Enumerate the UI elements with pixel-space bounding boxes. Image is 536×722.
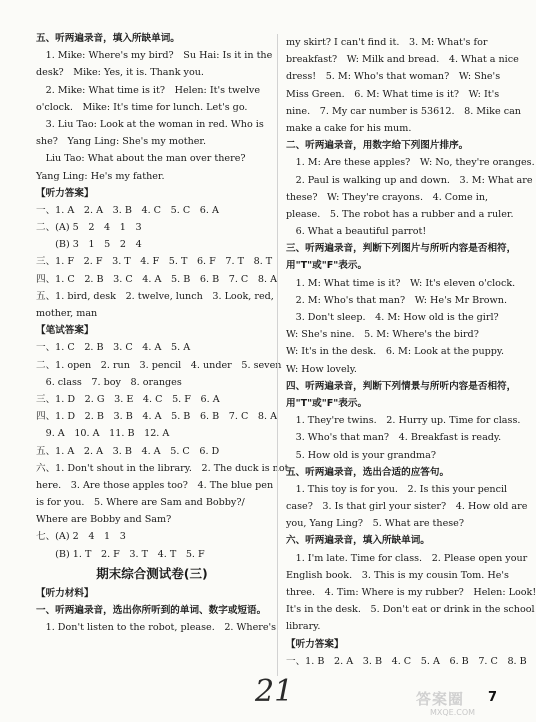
text-line: dress! 5. M: Who's that woman? W: She's — [286, 71, 501, 83]
text-line: 二、(A) 5 2 4 1 3 — [36, 222, 142, 234]
right-column — [286, 34, 536, 670]
text-line: 3. Don't sleep. 4. M: How old is the girl? — [286, 312, 499, 323]
test-title: 期末综合测试卷(三) — [96, 565, 208, 581]
text-line: 2. Paul is walking up and down. 3. M: What are — [286, 174, 533, 186]
text-line: please. 5. The robot has a rubber and a ruler. — [286, 208, 514, 220]
section-heading: 二、听两遍录音，用数字给下列图片排序。 — [286, 140, 469, 152]
section-heading: 五、听两遍录音，填入所缺单词。 — [36, 33, 180, 44]
column-divider — [277, 34, 278, 676]
text-line: W: It's in the desk. 6. M: Look at the puppy. — [286, 346, 505, 358]
text-line: here. 3. Are those apples too? 4. The blue pen — [36, 479, 274, 491]
text-line: three. 4. Tim: Where is my rubber? Helen: Look! — [286, 587, 536, 598]
text-line: she? Yang Ling: She's my mother. — [36, 136, 207, 148]
text-line: you, Yang Ling? 5. What are these? — [286, 518, 465, 530]
answer-tag: 【笔试答案】 — [36, 325, 94, 337]
text-line: Yang Ling: He's my father. — [36, 170, 165, 182]
section-heading: 用"T"或"F"表示。 — [286, 260, 368, 272]
text-line: 1. This toy is for you. 2. Is this your pencil — [286, 483, 508, 495]
text-line: these? W: They're crayons. 4. Come in, — [286, 191, 489, 203]
text-line: 一、1. A 2. A 3. B 4. C 5. C 6. A — [36, 204, 219, 216]
text-line: 二、1. open 2. run 3. pencil 4. under 5. seven — [36, 359, 282, 371]
section-heading: 五、听两遍录音，选出合适的应答句。 — [286, 466, 450, 478]
text-line: is for you. 5. Where are Sam and Bobby?/ — [36, 497, 245, 509]
page-number: 7 — [488, 690, 498, 705]
text-line: 9. A 10. A 11. B 12. A — [36, 428, 170, 440]
watermark-logo: 答案圈 — [416, 690, 465, 708]
answer-tag: 【听力答案】 — [286, 638, 344, 650]
handwritten-page-number: 21 — [255, 674, 294, 709]
text-line: 七、(A) 2 4 1 3 — [36, 531, 126, 543]
text-line: Where are Bobby and Sam? — [36, 514, 172, 526]
text-line: (B) 3 1 5 2 4 — [36, 239, 142, 251]
left-column — [36, 30, 289, 636]
text-line: mother, man — [36, 308, 98, 319]
text-line: English book. 3. This is my cousin Tom. He's — [286, 569, 509, 581]
text-line: nine. 7. My car number is 53612. 8. Mike can — [286, 105, 521, 117]
text-line: 1. M: Are these apples? W: No, they're oranges. — [286, 157, 535, 169]
watermark-url: MXQE.COM — [430, 708, 476, 717]
text-line: It's in the desk. 5. Don't eat or drink in the school — [286, 604, 535, 616]
text-line: (B) 1. T 2. F 3. T 4. T 5. F — [36, 548, 205, 560]
text-line: 3. Who's that man? 4. Breakfast is ready. — [286, 432, 502, 444]
text-line: 三、1. F 2. F 3. T 4. F 5. T 6. F 7. T 8. T — [36, 256, 273, 268]
text-line: 六、1. Don't shout in the library. 2. The duck is not — [36, 462, 289, 474]
text-line: breakfast? W: Milk and bread. 4. What a nice — [286, 54, 519, 66]
answer-tag: 【听力答案】 — [36, 187, 94, 199]
text-line: 四、1. D 2. B 3. B 4. A 5. B 6. B 7. C 8. A — [36, 411, 278, 423]
text-line: 1. M: What time is it? W: It's eleven o'clock. — [286, 277, 516, 289]
section-heading: 四、听两遍录音，判断下列情景与所听内容是否相符， — [286, 380, 517, 392]
text-line: 一、1. B 2. A 3. B 4. C 5. A 6. B 7. C 8. B — [286, 655, 527, 667]
text-line: 三、1. D 2. G 3. E 4. C 5. F 6. A — [36, 393, 220, 405]
section-heading: 六、听两遍录音，填入所缺单词。 — [286, 535, 430, 547]
answer-tag: 【听力材料】 — [36, 587, 94, 599]
text-line: 1. Don't listen to the robot, please. 2. Where's — [36, 622, 277, 634]
text-line: Liu Tao: What about the man over there? — [36, 153, 246, 165]
text-line: 1. I'm late. Time for class. 2. Please open your — [286, 552, 528, 564]
text-line: 6. What a beautiful parrot! — [286, 226, 427, 238]
section-heading: 三、听两遍录音，判断下列图片与所听内容是否相符， — [286, 243, 517, 255]
text-line: 6. class 7. boy 8. oranges — [36, 376, 182, 388]
text-line: 3. Liu Tao: Look at the woman in red. Who is — [36, 118, 264, 130]
text-line: make a cake for his mum. — [286, 122, 412, 134]
text-line: 2. M: Who's that man? W: He's Mr Brown. — [286, 294, 507, 306]
text-line: desk? Mike: Yes, it is. Thank you. — [36, 67, 204, 79]
text-line: 五、1. bird, desk 2. twelve, lunch 3. Look, red, — [36, 290, 274, 302]
text-line: library. — [286, 621, 321, 633]
section-heading: 用"T"或"F"表示。 — [286, 397, 368, 409]
text-line: W: She's nine. 5. M: Where's the bird? — [286, 329, 479, 341]
text-line: my skirt? I can't find it. 3. M: What's for — [286, 37, 488, 48]
text-line: 2. Mike: What time is it? Helen: It's twelve — [36, 84, 260, 96]
text-line: Miss Green. 6. M: What time is it? W: It's — [286, 88, 500, 100]
section-heading: 一、听两遍录音，选出你所听到的单词、数字或短语。 — [36, 605, 267, 616]
text-line: 5. How old is your grandma? — [286, 449, 437, 461]
text-line: 一、1. C 2. B 3. C 4. A 5. A — [36, 342, 191, 354]
text-line: o'clock. Mike: It's time for lunch. Let's go. — [36, 101, 248, 113]
text-line: case? 3. Is that girl your sister? 4. How old are — [286, 501, 528, 513]
text-line: 1. Mike: Where's my bird? Su Hai: Is it in the — [36, 50, 273, 62]
text-line: W: How lovely. — [286, 363, 357, 375]
text-line: 五、1. A 2. A 3. B 4. A 5. C 6. D — [36, 445, 220, 457]
text-line: 1. They're twins. 2. Hurry up. Time for class. — [286, 415, 521, 427]
text-line: 四、1. C 2. B 3. C 4. A 5. B 6. B 7. C 8. A — [36, 273, 277, 285]
